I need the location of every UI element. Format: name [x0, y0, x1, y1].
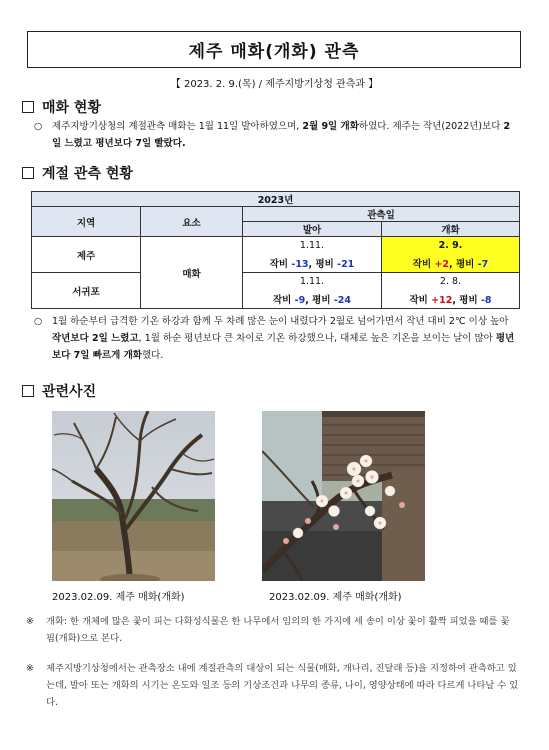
bud-diff — [243, 256, 381, 270]
section1-text-b: 하였다. 제주는 작년(2022년)보다 — [358, 121, 504, 132]
bud-value-normal: -24 — [333, 294, 351, 306]
section2-bold-b: 평년보다 7일 빠르게 개화 — [52, 333, 515, 361]
bloom-label-normal: , 평비 — [449, 258, 478, 270]
checkbox-square-icon — [22, 101, 34, 113]
observation-table — [31, 191, 520, 309]
section2-paragraph — [34, 313, 519, 364]
bud-value-prev-year: -13 — [291, 258, 309, 270]
table-cell-bud — [243, 273, 382, 309]
bud-label-normal: , 평비 — [308, 258, 338, 270]
table-cell-region: 제주 — [32, 237, 141, 273]
note-text: 제주지방기상청에서는 관측장소 내에 계절관측의 대상이 되는 식물(매화, 개나리, 진달래 등)을 지정하여 관측하고 있는데, 발아 또는 개화의 시기는 온도와 일조 등의 기상조건과 나무의 종류, 나이, 영양상태에 따라 다르게 나타날 수 있다. — [46, 663, 519, 708]
bloom-value-normal: -7 — [477, 258, 489, 270]
reference-mark-icon: ※ — [26, 616, 34, 627]
bud-label-prev-year: 작비 — [269, 258, 292, 270]
table-header-region: 지역 — [32, 207, 141, 237]
table-cell-element: 매화 — [141, 237, 243, 309]
plum-blossom-photo — [262, 411, 425, 581]
bloom-diff — [382, 292, 519, 306]
bloom-diff — [382, 256, 519, 270]
section-heading-plum-status — [22, 97, 101, 117]
bud-diff — [243, 292, 381, 306]
bloom-date: 2. 9. — [438, 239, 463, 251]
table-header-obs-date: 관측일 — [243, 207, 520, 222]
section1-bold-b: 2일 느렸고 평년보다 7일 빨랐다. — [52, 121, 511, 149]
table-header-bloom: 개화 — [382, 222, 520, 237]
table-cell-bloom — [382, 273, 520, 309]
section2-text-a: 1월 하순부터 급격한 기온 하강과 함께 두 차례 많은 눈이 내렸다가 2월로 넘어가면서 작년 대비 2℃ 이상 높아 — [52, 316, 509, 327]
table-year-header: 2023년 — [32, 192, 520, 207]
bud-date: 1.11. — [299, 275, 325, 287]
section2-text-c: 했다. — [141, 350, 164, 361]
section1-paragraph — [34, 118, 519, 152]
plum-tree-photo — [52, 411, 215, 581]
table-cell-bloom — [382, 237, 520, 273]
bloom-label-normal: , 평비 — [452, 294, 481, 306]
section2-text-b: , 1월 하순 평년보다 큰 차이로 기온 하강했으나, 대체로 높은 기온을 보이는 날이 많아 — [138, 333, 496, 344]
bloom-value-prev-year: +2 — [434, 258, 450, 270]
section-heading-photos — [22, 381, 96, 401]
table-header-bud: 발아 — [243, 222, 382, 237]
bloom-date: 2. 8. — [439, 275, 462, 287]
table-header-element: 요소 — [141, 207, 243, 237]
section3-heading-text: 관련사진 — [42, 384, 97, 400]
section1-text-a: 제주지방기상청의 계절관측 매화는 1월 11일 발아하였으며, — [52, 121, 303, 132]
table-cell-bud — [243, 237, 382, 273]
checkbox-square-icon — [22, 385, 34, 397]
section2-bold-a: 작년보다 2일 느렸고 — [52, 333, 139, 344]
document-subtitle: 【 2023. 2. 9.(목) / 제주지방기상청 관측과 】 — [170, 79, 379, 90]
document-title: 제주 매화(개화) 관측 — [27, 31, 521, 68]
bud-label-prev-year: 작비 — [273, 294, 295, 306]
bud-value-prev-year: -9 — [294, 294, 306, 306]
photo-caption-1: 2023.02.09. 제주 매화(개화) — [52, 592, 185, 603]
bud-label-normal: , 평비 — [305, 294, 334, 306]
section2-heading-text: 계절 관측 현황 — [42, 166, 133, 182]
note-observation-info — [26, 660, 520, 711]
bloom-label-prev-year: 작비 — [412, 258, 435, 270]
bloom-value-normal: -8 — [480, 294, 492, 306]
note-text: 개화: 한 개체에 많은 꽃이 피는 다화성식물은 한 나무에서 임의의 한 가지에 세 송이 이상 꽃이 활짝 피었을 때를 꽃 핌(개화)으로 본다. — [46, 616, 510, 644]
section1-heading-text: 매화 현황 — [42, 100, 101, 116]
section1-bold-a: 2월 9일 개화 — [302, 121, 359, 132]
checkbox-square-icon — [22, 167, 34, 179]
section-heading-seasonal-obs — [22, 163, 133, 183]
photo-caption-2: 2023.02.09. 제주 매화(개화) — [269, 592, 402, 603]
reference-mark-icon: ※ — [26, 663, 34, 674]
table-cell-region: 서귀포 — [32, 273, 141, 309]
circle-bullet-icon: ○ — [34, 121, 43, 132]
bud-date: 1.11. — [299, 239, 325, 251]
circle-bullet-icon: ○ — [34, 316, 43, 327]
bloom-label-prev-year: 작비 — [409, 294, 432, 306]
bloom-value-prev-year: +12 — [431, 294, 453, 306]
note-bloom-definition — [26, 613, 520, 647]
bud-value-normal: -21 — [337, 258, 355, 270]
